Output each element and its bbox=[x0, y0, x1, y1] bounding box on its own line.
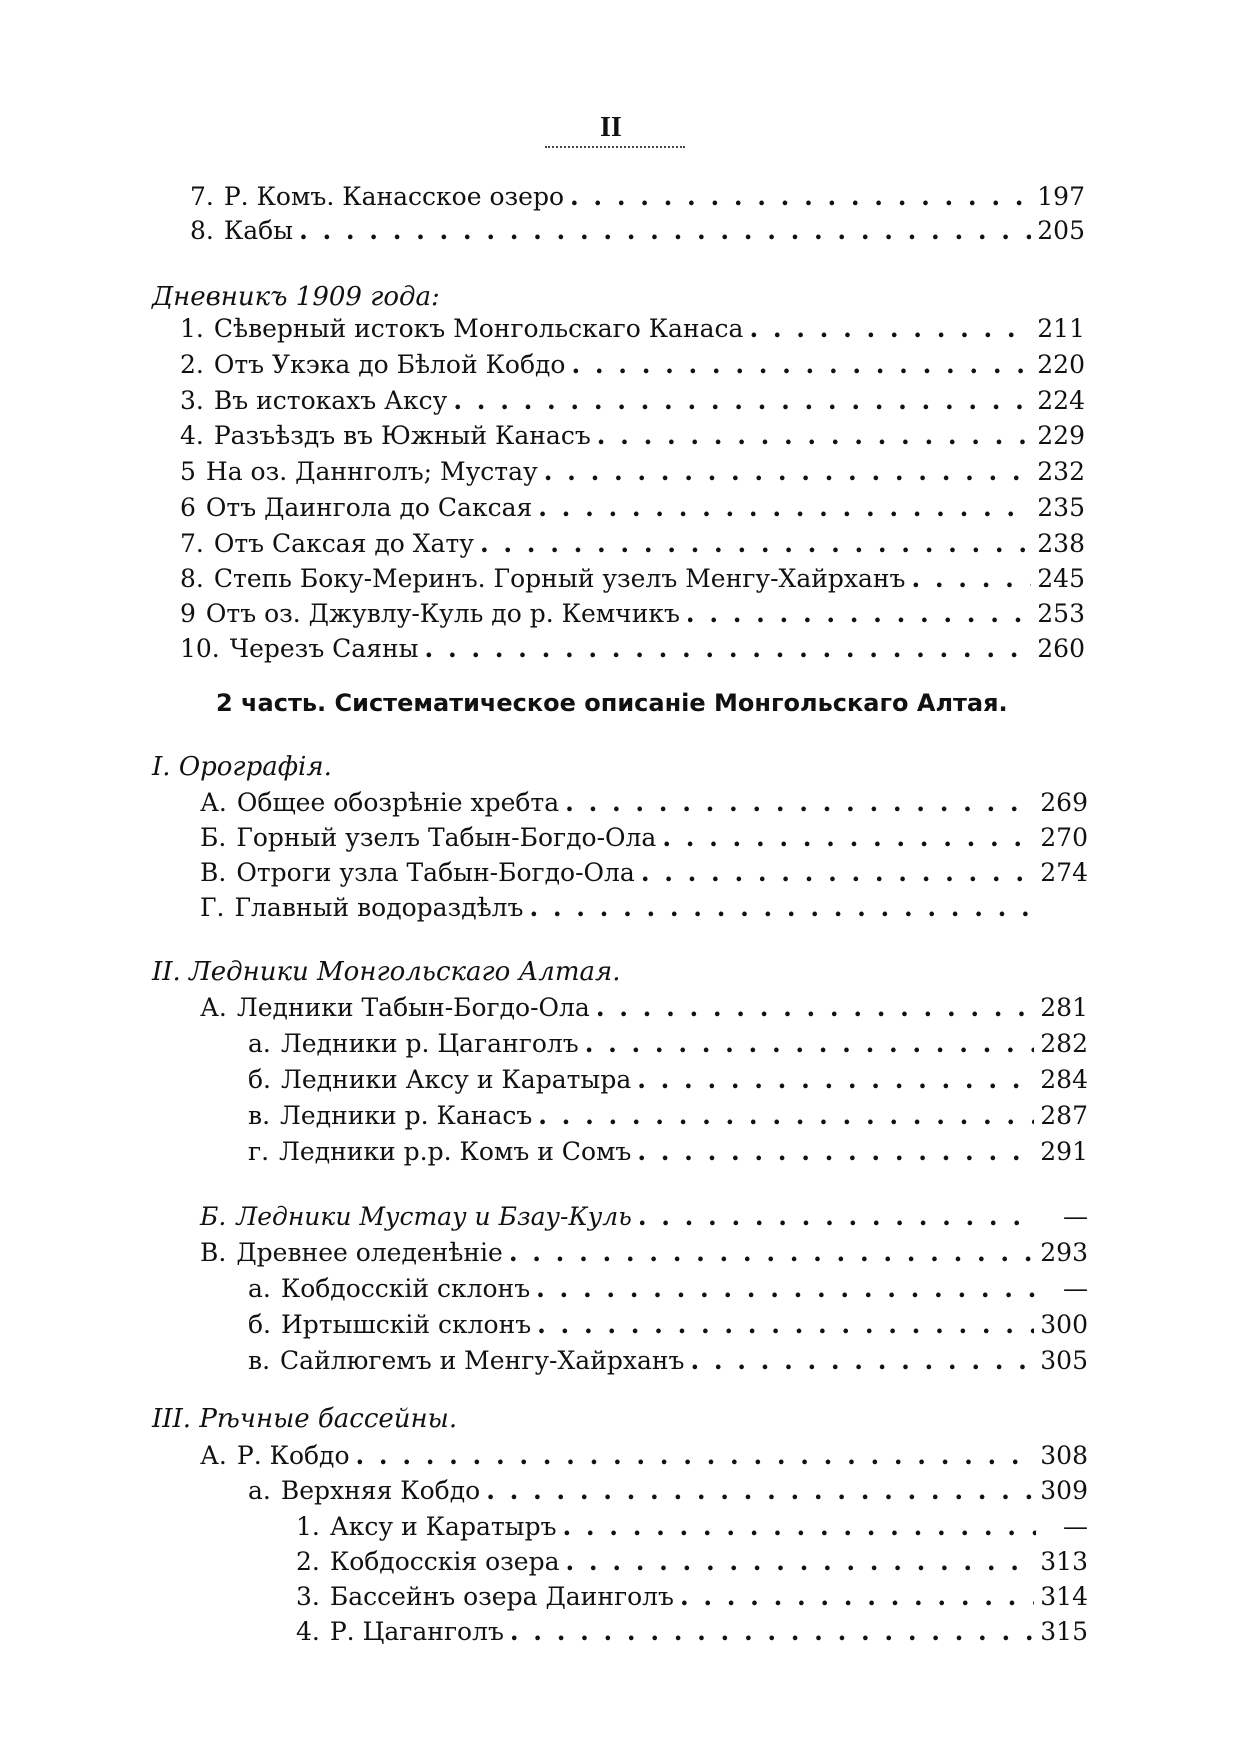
section-title: Рѣчные бассейны. bbox=[199, 1404, 458, 1434]
section-heading bbox=[152, 752, 332, 782]
entry-page: 313 bbox=[1040, 1547, 1088, 1576]
entry-page: 293 bbox=[1040, 1238, 1088, 1267]
entry-title: Отъ оз. Джувлу-Куль до р. Кемчикъ bbox=[205, 599, 680, 628]
entry-title: Кабы bbox=[223, 216, 294, 245]
entry-number: 4. bbox=[180, 421, 204, 450]
toc-entry bbox=[200, 1441, 1088, 1471]
entry-page: 224 bbox=[1037, 386, 1085, 415]
entry-page: — bbox=[1063, 1202, 1088, 1231]
entry-title: Кобдосскій склонъ bbox=[280, 1274, 531, 1303]
entry-title: Отроги узла Табын-Богдо-Ола bbox=[236, 858, 635, 887]
toc-entry bbox=[200, 993, 1088, 1023]
toc-entry bbox=[248, 1101, 1088, 1131]
entry-number: б. bbox=[248, 1065, 271, 1094]
entry-title: Ледники Табын-Богдо-Ола bbox=[236, 993, 590, 1022]
entry-title: Отъ Даингола до Саксая bbox=[205, 493, 533, 522]
entry-number: Б. bbox=[200, 1202, 227, 1231]
leader-dots bbox=[638, 1202, 1036, 1232]
part-heading: 2 часть. Систематическое описаніе Монгольскаго Алтая. bbox=[216, 689, 1008, 717]
entry-number: 10. bbox=[180, 634, 220, 663]
leader-dots bbox=[911, 564, 1031, 594]
entry-title: Черезъ Саяны bbox=[229, 634, 419, 663]
entry-page: 314 bbox=[1040, 1582, 1088, 1611]
leader-dots bbox=[486, 1476, 1034, 1506]
toc-entry bbox=[296, 1547, 1088, 1577]
entry-page: 253 bbox=[1037, 599, 1085, 628]
leader-dots bbox=[510, 1617, 1034, 1647]
entry-number: 3. bbox=[180, 386, 204, 415]
entry-page: 197 bbox=[1037, 182, 1085, 211]
entry-number: В. bbox=[200, 1238, 227, 1267]
entry-number: б. bbox=[248, 1310, 271, 1339]
entry-page: 274 bbox=[1040, 858, 1088, 887]
toc-entry bbox=[180, 564, 1085, 594]
entry-number: Г. bbox=[200, 893, 225, 922]
toc-entry bbox=[200, 858, 1088, 888]
leader-dots bbox=[509, 1238, 1034, 1268]
entry-number: а. bbox=[248, 1029, 271, 1058]
section-heading bbox=[152, 957, 620, 987]
entry-number: в. bbox=[248, 1101, 271, 1130]
entry-page: 205 bbox=[1037, 216, 1085, 245]
leader-dots bbox=[538, 493, 1031, 523]
entry-page: 305 bbox=[1040, 1346, 1088, 1375]
entry-title: Сайлюгемъ и Менгу-Хайрханъ bbox=[280, 1346, 685, 1375]
entry-title: Верхняя Кобдо bbox=[280, 1476, 481, 1505]
entry-number: 2. bbox=[180, 350, 204, 379]
entry-title: Сѣверный истокъ Монгольскаго Канаса bbox=[213, 314, 744, 343]
entry-number: 2. bbox=[296, 1547, 320, 1576]
entry-page: 282 bbox=[1040, 1029, 1088, 1058]
entry-number: 8. bbox=[180, 564, 204, 593]
leader-dots bbox=[425, 634, 1032, 664]
toc-entry bbox=[296, 1582, 1088, 1612]
entry-title: Общее обозрѣніе хребта bbox=[236, 788, 560, 817]
leader-dots bbox=[570, 182, 1031, 212]
entry-number: г. bbox=[248, 1137, 270, 1166]
leader-dots bbox=[686, 599, 1031, 629]
leader-dots bbox=[538, 1101, 1034, 1131]
leader-dots bbox=[637, 1137, 1034, 1167]
leader-dots bbox=[596, 993, 1034, 1023]
toc-entry bbox=[248, 1346, 1088, 1376]
entry-title: Ледники р. Цаганголъ bbox=[280, 1029, 579, 1058]
entry-title: Горный узелъ Табын-Богдо-Ола bbox=[236, 823, 657, 852]
entry-number: 1. bbox=[180, 314, 204, 343]
entry-page: 235 bbox=[1037, 493, 1085, 522]
toc-entry bbox=[180, 457, 1085, 487]
leader-dots bbox=[637, 1065, 1034, 1095]
leader-dots bbox=[562, 1512, 1036, 1542]
page-number-rule bbox=[545, 146, 685, 148]
toc-entry bbox=[248, 1310, 1088, 1340]
entry-number: 4. bbox=[296, 1617, 320, 1646]
toc-entry bbox=[200, 1238, 1088, 1268]
entry-title: Степь Боку-Меринъ. Горный узелъ Менгу-Хайрханъ bbox=[213, 564, 906, 593]
leader-dots bbox=[597, 421, 1032, 451]
entry-title: Р. Комъ. Канасское озеро bbox=[223, 182, 564, 211]
leader-dots bbox=[662, 823, 1034, 853]
toc-entry bbox=[180, 350, 1085, 380]
entry-page: — bbox=[1063, 1512, 1088, 1541]
toc-entry bbox=[200, 788, 1088, 818]
page-number: II bbox=[600, 112, 622, 143]
entry-title: Ледники Аксу и Каратыра bbox=[281, 1065, 632, 1094]
entry-title: Древнее оледенѣніе bbox=[236, 1238, 503, 1267]
entry-title: На оз. Даннголъ; Мустау bbox=[205, 457, 538, 486]
entry-number: В. bbox=[200, 858, 227, 887]
toc-entry bbox=[180, 493, 1085, 523]
entry-number: в. bbox=[248, 1346, 271, 1375]
entry-title: Разъѣздъ въ Южный Канасъ bbox=[213, 421, 591, 450]
leader-dots bbox=[537, 1310, 1034, 1340]
entry-title: Р. Кобдо bbox=[236, 1441, 350, 1470]
leader-dots bbox=[529, 893, 1036, 923]
toc-entry bbox=[180, 421, 1085, 451]
section-number: II. bbox=[152, 957, 181, 987]
entry-title: Отъ Укэка до Бѣлой Кобдо bbox=[213, 350, 566, 379]
entry-number: А. bbox=[200, 1441, 227, 1470]
leader-dots bbox=[680, 1582, 1034, 1612]
entry-number: а. bbox=[248, 1274, 271, 1303]
entry-page: — bbox=[1063, 1274, 1088, 1303]
entry-page: 270 bbox=[1040, 823, 1088, 852]
leader-dots bbox=[641, 858, 1034, 888]
leader-dots bbox=[299, 216, 1031, 246]
entry-page: 260 bbox=[1037, 634, 1085, 663]
toc-entry bbox=[180, 599, 1085, 629]
entry-page: 300 bbox=[1040, 1310, 1088, 1339]
toc-entry bbox=[248, 1029, 1088, 1059]
entry-title: Ледники р. Канасъ bbox=[280, 1101, 533, 1130]
toc-entry bbox=[296, 1617, 1088, 1647]
leader-dots bbox=[453, 386, 1031, 416]
toc-entry bbox=[190, 216, 1085, 246]
toc-entry bbox=[180, 634, 1085, 664]
leader-dots bbox=[585, 1029, 1035, 1059]
entry-number: 7. bbox=[180, 529, 204, 558]
toc-entry bbox=[180, 529, 1085, 559]
leader-dots bbox=[544, 457, 1032, 487]
entry-page: 309 bbox=[1040, 1476, 1088, 1505]
entry-page: 238 bbox=[1037, 529, 1085, 558]
diary-heading: Дневникъ 1909 года: bbox=[152, 282, 440, 312]
entry-number: а. bbox=[248, 1476, 271, 1505]
entry-page: 232 bbox=[1037, 457, 1085, 486]
entry-title: Ледники р.р. Комъ и Сомъ bbox=[279, 1137, 632, 1166]
toc-entry bbox=[200, 893, 1088, 923]
leader-dots bbox=[480, 529, 1031, 559]
entry-number: 9 bbox=[180, 599, 196, 628]
entry-title: Главный водораздѣлъ bbox=[234, 893, 524, 922]
section-title: Ледники Монгольскаго Алтая. bbox=[189, 957, 621, 987]
leader-dots bbox=[565, 788, 1034, 818]
section-number: III. bbox=[152, 1404, 192, 1434]
leader-dots bbox=[571, 350, 1031, 380]
entry-page: 284 bbox=[1040, 1065, 1088, 1094]
toc-entry bbox=[248, 1476, 1088, 1506]
entry-number: Б. bbox=[200, 823, 227, 852]
entry-number: 8. bbox=[190, 216, 214, 245]
section-heading bbox=[152, 1404, 457, 1434]
toc-entry bbox=[248, 1065, 1088, 1095]
entry-page: 245 bbox=[1037, 564, 1085, 593]
toc-entry bbox=[296, 1512, 1088, 1542]
toc-entry bbox=[180, 314, 1085, 344]
leader-dots bbox=[356, 1441, 1035, 1471]
toc-entry bbox=[190, 182, 1085, 212]
toc-entry bbox=[200, 823, 1088, 853]
toc-entry bbox=[248, 1137, 1088, 1167]
entry-number: 1. bbox=[296, 1512, 320, 1541]
entry-page: 220 bbox=[1037, 350, 1085, 379]
entry-page: 269 bbox=[1040, 788, 1088, 817]
leader-dots bbox=[536, 1274, 1036, 1304]
section-title: Орографія. bbox=[178, 752, 332, 782]
entry-number: А. bbox=[200, 788, 227, 817]
entry-page: 281 bbox=[1040, 993, 1088, 1022]
entry-number: 7. bbox=[190, 182, 214, 211]
entry-page: 315 bbox=[1040, 1617, 1088, 1646]
entry-page: 211 bbox=[1037, 314, 1085, 343]
entry-page: 229 bbox=[1037, 421, 1085, 450]
entry-page: 291 bbox=[1040, 1137, 1088, 1166]
entry-page: 287 bbox=[1040, 1101, 1088, 1130]
section-number: I. bbox=[152, 752, 171, 782]
entry-title: Бассейнъ озера Даинголъ bbox=[329, 1582, 674, 1611]
leader-dots bbox=[690, 1346, 1034, 1376]
toc-entry bbox=[200, 1202, 1088, 1232]
entry-title: Отъ Саксая до Хату bbox=[213, 529, 474, 558]
toc-entry bbox=[248, 1274, 1088, 1304]
entry-page: 308 bbox=[1040, 1441, 1088, 1470]
entry-title: Кобдосскія озера bbox=[329, 1547, 560, 1576]
entry-number: 5 bbox=[180, 457, 196, 486]
entry-title: Аксу и Каратыръ bbox=[329, 1512, 557, 1541]
entry-number: 6 bbox=[180, 493, 196, 522]
toc-entry bbox=[180, 386, 1085, 416]
entry-number: А. bbox=[200, 993, 227, 1022]
entry-title: Иртышскій склонъ bbox=[281, 1310, 532, 1339]
leader-dots bbox=[749, 314, 1031, 344]
entry-title: Въ истокахъ Аксу bbox=[213, 386, 448, 415]
entry-number: 3. bbox=[296, 1582, 320, 1611]
entry-title: Р. Цаганголъ bbox=[329, 1617, 504, 1646]
leader-dots bbox=[566, 1547, 1035, 1577]
entry-title: Ледники Мустау и Бзау-Куль bbox=[236, 1202, 632, 1231]
